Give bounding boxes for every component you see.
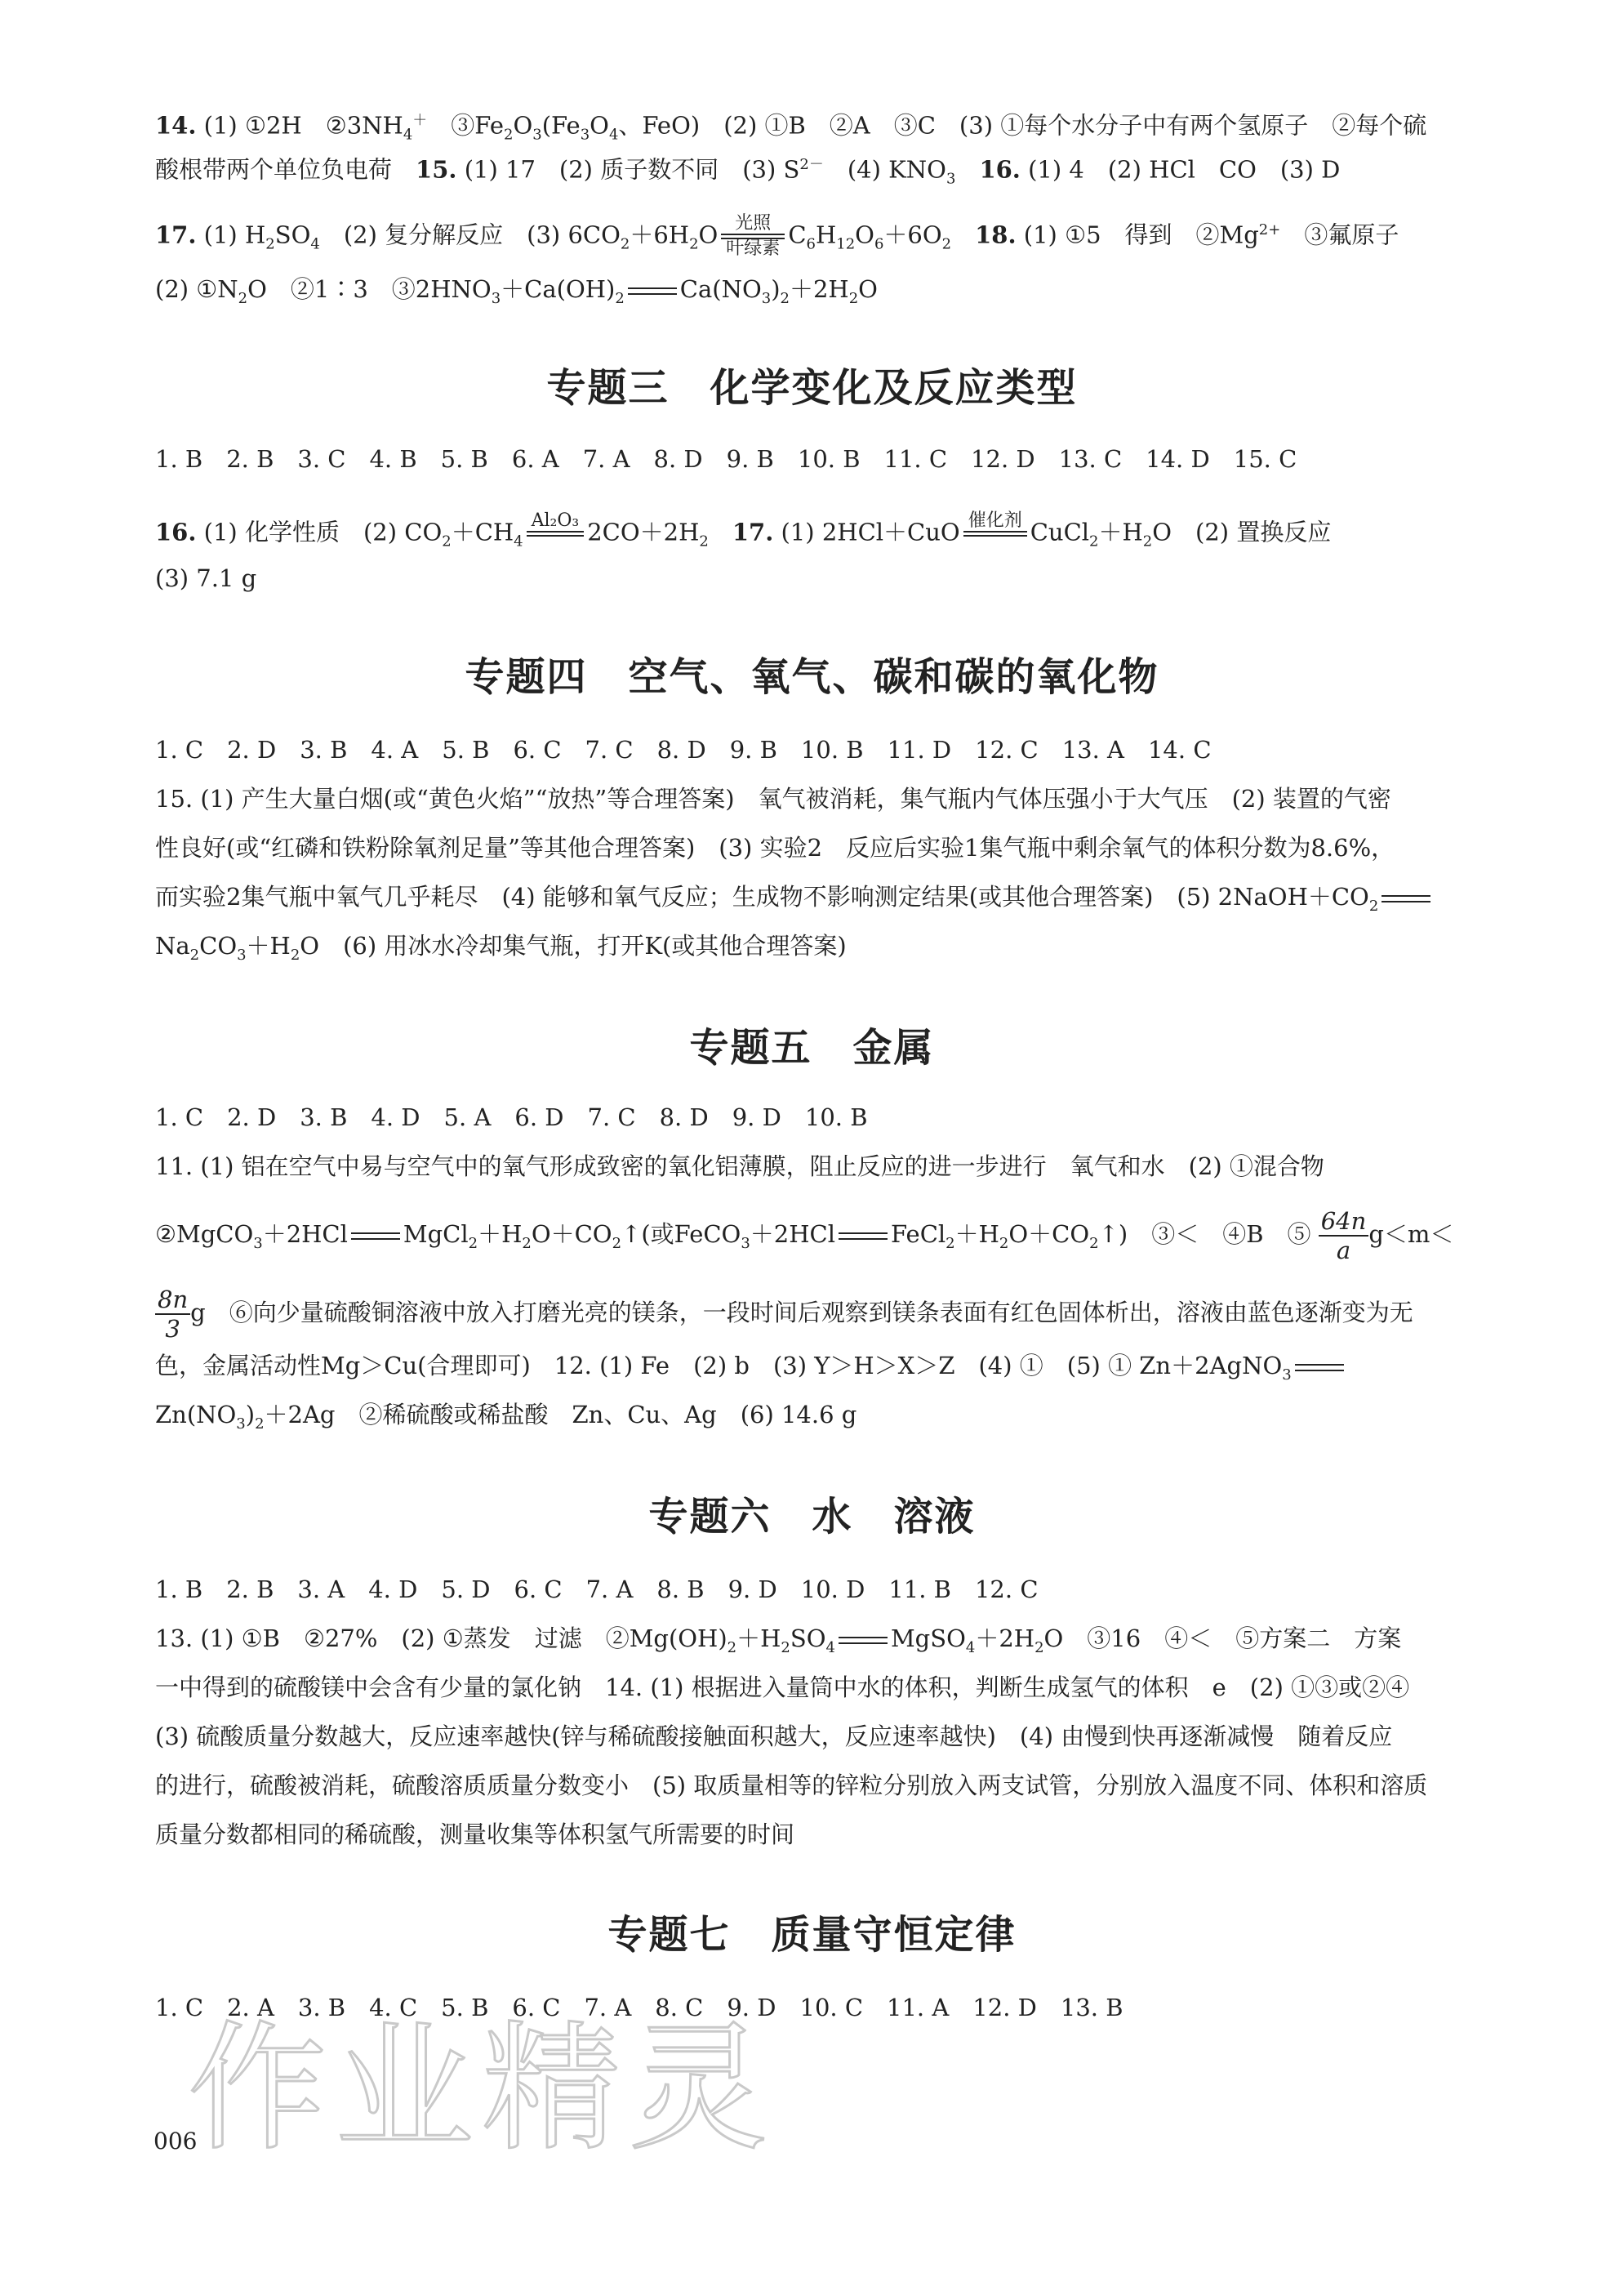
answer-line: 15. (1) 产生大量白烟(或“黄色火焰”“放热”等合理答案) 氧气被消耗，集气瓶内气体压强小于大气压 (2) 装置的气密 xyxy=(155,785,1391,813)
answer-line: 17. (1) $H_2SO_4$ (2) 复分解反应 (3) $6CO_2+6H_2O$ 光照 叶绿素 $C_6H_{12}O_6+6O_2$ 18. (1) ①5 得到 $②Mg^{2+}$ ③氟原子 xyxy=(155,213,1399,260)
section-heading: 专题五 金属 xyxy=(689,1025,935,1071)
answer-line: 性良好(或“红磷和铁粉除氧剂足量”等其他合理答案) (3) 实验2 反应后实验1集气瓶中剩余氧气的体积分数为8.6%， xyxy=(155,834,1395,862)
answer-line: 质量分数都相同的稀硫酸，测量收集等体积氢气所需要的时间 xyxy=(155,1820,795,1848)
answer-line: 而实验2集气瓶中氧气几乎耗尽 (4) 能够和氧气反应；生成物不影响测定结果(或其他合理答案) (5) $2NaOH+CO_2$ xyxy=(155,880,1478,923)
answer-line: 酸根带两个单位负电荷 15. (1) 17 (2) 质子数不同 (3) $S^{2-}$ (4) $KNO_3$ 16. (1) 4 (2) HCl CO (3) D xyxy=(155,155,1341,188)
answer-line: 一中得到的硫酸镁中会含有少量的氯化钠 14. (1) 根据进入量筒中水的体积，判断生成氢气的体积 e (2) ①③或②④ xyxy=(155,1673,1410,1701)
section-heading: 专题四 空气、氧气、碳和碳的氧化物 xyxy=(465,654,1159,700)
answer-line: 13. (1) ①B ②27% (2) ①蒸发 过滤 $②Mg(OH)_2+H_2SO_4$ $MgSO_4+2H_2O$ ③16 ④＜ ⑤方案二 方案 xyxy=(155,1624,1402,1656)
answer-line: $Na_2CO_3+H_2O$ (6) 用冰水冷却集气瓶，打开K(或其他合理答案) xyxy=(155,932,847,964)
answer-line: $Zn(NO_3)_2+2Ag$ ②稀硫酸或稀盐酸 Zn、Cu、Ag (6) 14.6 g xyxy=(155,1401,857,1433)
answer-line: 14. (1) ①2H $②3NH_4^+$ $③Fe_2O_3(Fe_3O_4$、FeO) (2) ①B ②A ③C (3) ①每个水分子中有两个氢原子 ②每个硫 xyxy=(155,111,1427,144)
answer-line: 1. C 2. D 3. B 4. A 5. B 6. C 7. C 8. D 9. B 10. B 11. D 12. C 13. A 14. C xyxy=(155,736,1212,764)
answer-line: (2) $①N_2O$ ②1∶3 $③2HNO_3+Ca(OH)_2$ $Ca(NO_3)_2+2H_2O$ xyxy=(155,275,878,307)
answer-line: ②MgCO$_3$＋2HCl $MgCl_2+H_2O+CO_2↑$(或FeCO$_3$＋2HCl $FeCl_2+H_2O+CO_2↑$) ③＜ ④B ⑤ $\frac{64n}{a}$ g＜m＜ xyxy=(155,1207,1454,1264)
reaction-condition: 光照 叶绿素 xyxy=(721,214,785,259)
page-number: 006 xyxy=(154,2128,198,2155)
reaction-condition: Al₂O₃ xyxy=(527,511,585,556)
answer-line: 16. (1) 化学性质 (2) $CO_2+CH_4$ Al₂O₃ $2CO+2H_2$ 17. (1) 2HCl＋CuO 催化剂 $CuCl_2+H_2O$ (2) 置换反应 xyxy=(155,511,1478,558)
reaction-condition: 催化剂 xyxy=(963,511,1027,556)
section-heading: 专题七 质量守恒定律 xyxy=(607,1912,1017,1958)
answer-line: 11. (1) 铝在空气中易与空气中的氧气形成致密的氧化铝薄膜，阻止反应的进一步进行 氧气和水 (2) ①混合物 xyxy=(155,1152,1324,1180)
answer-line: $\frac{8n}{3}$ g ⑥向少量硫酸铜溶液中放入打磨光亮的镁条，一段时间后观察到镁条表面有红色固体析出，溶液由蓝色逐渐变为无 xyxy=(155,1286,1478,1343)
answer-line: 的进行，硫酸被消耗，硫酸溶质质量分数变小 (5) 取质量相等的锌粒分别放入两支试管，分别放入温度不同、体积和溶质 xyxy=(155,1771,1428,1799)
answer-line: 1. C 2. A 3. B 4. C 5. B 6. C 7. A 8. C 9. D 10. C 11. A 12. D 13. B xyxy=(155,1994,1123,2021)
answer-line: 1. B 2. B 3. C 4. B 5. B 6. A 7. A 8. D 9. B 10. B 11. C 12. D 13. C 14. D 15. C xyxy=(155,445,1297,473)
section-heading: 专题三 化学变化及反应类型 xyxy=(546,365,1078,411)
answer-line: 色，金属活动性Mg＞Cu(合理即可) 12. (1) Fe (2) b (3) Y＞H＞X＞Z (4) ① (5) ① Zn＋2AgNO$_3$ xyxy=(155,1349,1478,1392)
fraction: $\frac{64n}{a}$ xyxy=(1319,1207,1369,1264)
fraction: $\frac{8n}{3}$ xyxy=(155,1286,190,1343)
answer-line: (3) 硫酸质量分数越大，反应速率越快(锌与稀硫酸接触面积越大，反应速率越快) (4) 由慢到快再逐渐减慢 随着反应 xyxy=(155,1722,1393,1750)
answer-line: 1. B 2. B 3. A 4. D 5. D 6. C 7. A 8. B 9. D 10. D 11. B 12. C xyxy=(155,1575,1039,1603)
answer-line: 1. C 2. D 3. B 4. D 5. A 6. D 7. C 8. D 9. D 10. B xyxy=(155,1103,868,1131)
answer-line: (3) 7.1 g xyxy=(155,564,257,592)
section-heading: 专题六 水 溶液 xyxy=(648,1494,976,1540)
watermark: 作业精灵 xyxy=(188,2008,776,2170)
